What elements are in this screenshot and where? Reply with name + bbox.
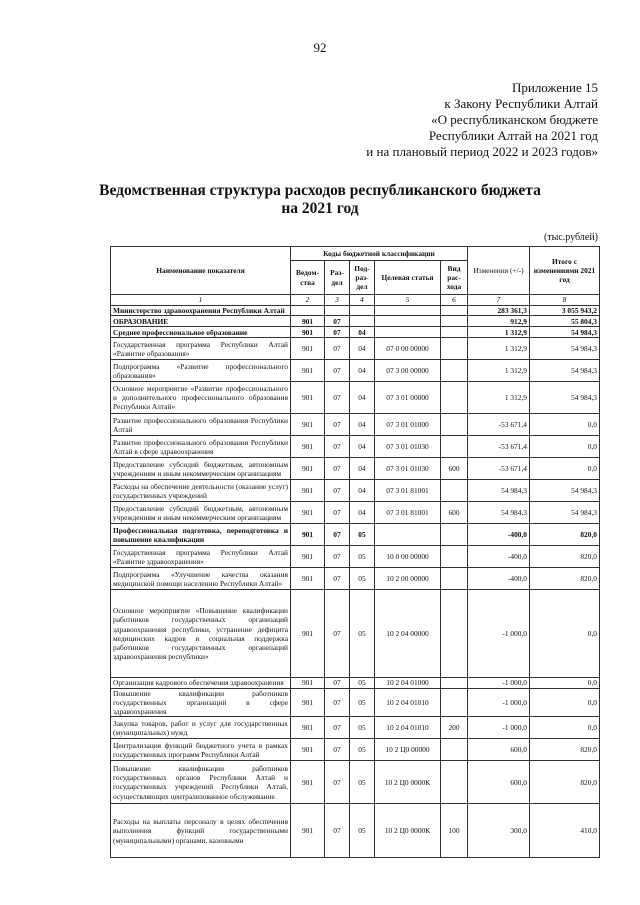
title-line: на 2021 год (281, 200, 359, 217)
podrazdel-code: 04 (350, 338, 375, 360)
change-value: -53 671,4 (468, 414, 530, 436)
change-value: 54 984,3 (468, 480, 530, 502)
razdel-code: 07 (325, 480, 350, 502)
podrazdel-code: 05 (350, 590, 375, 678)
vid-code (441, 546, 468, 568)
change-value: 283 361,3 (468, 306, 530, 316)
row-name: ОБРАЗОВАНИЕ (111, 316, 291, 327)
ved-code: 901 (291, 360, 325, 382)
target-code: 10 2 04 01010 (375, 717, 441, 739)
index-cell: 4 (350, 295, 375, 306)
table-row (111, 761, 600, 804)
target-code: 10 2 04 01010 (375, 688, 441, 717)
table-row (111, 306, 600, 316)
change-value: 600,0 (468, 761, 530, 804)
target-code (375, 327, 441, 338)
target-code: 10 0 00 00000 (375, 546, 441, 568)
podrazdel-code: 05 (350, 678, 375, 688)
target-code: 07 3 01 81001 (375, 502, 441, 524)
target-code: 07 3 00 00000 (375, 360, 441, 382)
appendix-line: Приложение 15 (511, 80, 598, 95)
index-cell: 8 (530, 295, 600, 306)
index-cell: 1 (111, 295, 291, 306)
ved-code: 901 (291, 717, 325, 739)
podrazdel-code (350, 306, 375, 316)
row-name: Повышение квалификации работников государственных организаций в сфере здравоохранения (111, 688, 291, 717)
razdel-code: 07 (325, 360, 350, 382)
ved-code: 901 (291, 678, 325, 688)
unit-label: (тыс.рублей) (543, 232, 598, 243)
change-value: 1 312,9 (468, 360, 530, 382)
change-value: -400,0 (468, 546, 530, 568)
ved-code: 901 (291, 480, 325, 502)
header-change: Изменения (+/-) (468, 247, 530, 295)
change-value: -1 000,0 (468, 678, 530, 688)
target-code: 07 3 01 00000 (375, 382, 441, 414)
razdel-code: 07 (325, 316, 350, 327)
vid-code: 600 (441, 458, 468, 480)
row-name: Подпрограмма «Развитие профессионального образования» (111, 360, 291, 382)
vid-code (441, 382, 468, 414)
razdel-code: 07 (325, 458, 350, 480)
row-name: Предоставление субсидий бюджетным, автономным учреждениям и иным некоммерческим организациям (111, 502, 291, 524)
ved-code: 901 (291, 327, 325, 338)
change-value: -53 671,4 (468, 458, 530, 480)
table-row (111, 717, 600, 739)
vid-code (441, 524, 468, 546)
target-code (375, 316, 441, 327)
razdel-code: 07 (325, 568, 350, 590)
total-value: 820,0 (530, 568, 600, 590)
target-code: 10 2 04 00000 (375, 590, 441, 678)
ved-code: 901 (291, 568, 325, 590)
razdel-code: 07 (325, 382, 350, 414)
row-name: Подпрограмма «Улучшение качества оказания медицинской помощи населению Республики Алтай» (111, 568, 291, 590)
target-code: 10 2 04 01000 (375, 678, 441, 688)
index-row (111, 295, 600, 306)
ved-code: 901 (291, 590, 325, 678)
appendix-line: к Закону Республики Алтай (444, 96, 598, 111)
header-ved: Ведом-ства (291, 261, 325, 295)
ved-code: 901 (291, 414, 325, 436)
row-name: Государственная программа Республики Алтай «Развитие здравоохранения» (111, 546, 291, 568)
target-code: 07 3 01 81001 (375, 480, 441, 502)
change-value: -1 000,0 (468, 717, 530, 739)
table-row (111, 436, 600, 458)
title-line: Ведомственная структура расходов республиканского бюджета (99, 182, 541, 199)
ved-code: 901 (291, 458, 325, 480)
row-name: Основное мероприятие «Повышение квалификации работников государственных организаций здравоохранения республики, устранение дефицита медицинских кадров и социальная поддержка работников государственных организаций здравоохранения республики» (111, 590, 291, 678)
row-name: Среднее профессиональное образование (111, 327, 291, 338)
vid-code: 600 (441, 502, 468, 524)
document-title (0, 182, 640, 218)
vid-code (441, 316, 468, 327)
row-name: Предоставление субсидий бюджетным, автономным учреждениям и иным некоммерческим организациям (111, 458, 291, 480)
razdel-code: 07 (325, 414, 350, 436)
total-value: 0,0 (530, 717, 600, 739)
header-codes: Коды бюджетной классификации (291, 247, 468, 261)
total-value: 3 055 943,2 (530, 306, 600, 316)
podrazdel-code: 04 (350, 382, 375, 414)
podrazdel-code: 04 (350, 458, 375, 480)
table-row (111, 524, 600, 546)
index-cell: 7 (468, 295, 530, 306)
total-value: 54 984,3 (530, 338, 600, 360)
razdel-code: 07 (325, 804, 350, 858)
razdel-code: 07 (325, 717, 350, 739)
total-value: 55 804,3 (530, 316, 600, 327)
razdel-code: 07 (325, 546, 350, 568)
vid-code (441, 414, 468, 436)
row-name: Организация кадрового обеспечения здравоохранения (111, 678, 291, 688)
header-podrazdel: Под-раз-дел (350, 261, 375, 295)
target-code: 07 3 01 01030 (375, 458, 441, 480)
ved-code: 901 (291, 739, 325, 761)
podrazdel-code: 05 (350, 739, 375, 761)
index-cell: 5 (375, 295, 441, 306)
change-value: -53 671,4 (468, 436, 530, 458)
podrazdel-code: 05 (350, 688, 375, 717)
total-value: 54 984,3 (530, 502, 600, 524)
vid-code (441, 761, 468, 804)
appendix-line: и на плановый период 2022 и 2023 годов» (366, 144, 598, 159)
row-name: Основное мероприятие «Развитие профессионального и дополнительного профессионального образования Республики Алтай» (111, 382, 291, 414)
table-row (111, 382, 600, 414)
table-row (111, 327, 600, 338)
row-name: Закупка товаров, работ и услуг для государственных (муниципальных) нужд (111, 717, 291, 739)
total-value: 0,0 (530, 414, 600, 436)
target-code: 07 3 01 01000 (375, 414, 441, 436)
change-value: -400,0 (468, 524, 530, 546)
vid-code (441, 739, 468, 761)
header-name: Наименование показателя (111, 247, 291, 295)
vid-code: 200 (441, 717, 468, 739)
row-name: Развитие профессионального образования Республики Алтай в сфере здравоохранения (111, 436, 291, 458)
index-cell: 2 (291, 295, 325, 306)
row-name: Развитие профессионального образования Республики Алтай (111, 414, 291, 436)
podrazdel-code: 05 (350, 717, 375, 739)
vid-code (441, 678, 468, 688)
podrazdel-code: 05 (350, 804, 375, 858)
row-name: Министерство здравоохранения Республики Алтай (111, 306, 291, 316)
table-row (111, 590, 600, 678)
change-value: 600,0 (468, 739, 530, 761)
vid-code (441, 306, 468, 316)
table-row (111, 678, 600, 688)
podrazdel-code: 04 (350, 480, 375, 502)
change-value: -400,0 (468, 568, 530, 590)
razdel-code: 07 (325, 502, 350, 524)
appendix-line: Республики Алтай на 2021 год (428, 128, 598, 143)
target-code: 07 3 01 01030 (375, 436, 441, 458)
header-total: Итого с изменениями 2021 год (530, 247, 600, 295)
table-row (111, 338, 600, 360)
total-value: 820,0 (530, 761, 600, 804)
total-value: 54 984,3 (530, 360, 600, 382)
header-razdel: Раз-дел (325, 261, 350, 295)
podrazdel-code: 04 (350, 360, 375, 382)
ved-code: 901 (291, 316, 325, 327)
ved-code: 901 (291, 382, 325, 414)
table-row (111, 458, 600, 480)
target-code: 10 2 Ц0 0000К (375, 804, 441, 858)
razdel-code: 07 (325, 739, 350, 761)
target-code: 10 2 Ц0 00000 (375, 739, 441, 761)
index-cell: 3 (325, 295, 350, 306)
change-value: 1 312,9 (468, 338, 530, 360)
target-code (375, 524, 441, 546)
appendix-caption (366, 80, 598, 160)
podrazdel-code: 04 (350, 414, 375, 436)
ved-code: 901 (291, 761, 325, 804)
table-row (111, 568, 600, 590)
ved-code (291, 306, 325, 316)
header-vid: Вид рас-хода (441, 261, 468, 295)
change-value: 54 984,3 (468, 502, 530, 524)
index-cell: 6 (441, 295, 468, 306)
podrazdel-code: 05 (350, 568, 375, 590)
change-value: -1 000,0 (468, 688, 530, 717)
row-name: Централизация функций бюджетного учета в рамках государственных программ Республики Алтай (111, 739, 291, 761)
ved-code: 901 (291, 688, 325, 717)
vid-code (441, 590, 468, 678)
row-name: Профессиональная подготовка, переподготовка и повышение квалификации (111, 524, 291, 546)
total-value: 0,0 (530, 590, 600, 678)
total-value: 820,0 (530, 546, 600, 568)
total-value: 0,0 (530, 678, 600, 688)
vid-code (441, 338, 468, 360)
total-value: 0,0 (530, 688, 600, 717)
razdel-code (325, 306, 350, 316)
total-value: 820,0 (530, 524, 600, 546)
total-value: 0,0 (530, 436, 600, 458)
vid-code (441, 568, 468, 590)
total-value: 0,0 (530, 458, 600, 480)
total-value: 54 984,3 (530, 480, 600, 502)
total-value: 410,0 (530, 804, 600, 858)
razdel-code: 07 (325, 338, 350, 360)
vid-code (441, 480, 468, 502)
table-row (111, 316, 600, 327)
row-name: Повышение квалификации работников государственных органов Республики Алтай и государственных учреждений Республики Алтай, осуществляющих централизованное обслуживание (111, 761, 291, 804)
table-row (111, 480, 600, 502)
podrazdel-code: 05 (350, 524, 375, 546)
razdel-code: 07 (325, 678, 350, 688)
vid-code (441, 688, 468, 717)
razdel-code: 07 (325, 688, 350, 717)
table-row (111, 546, 600, 568)
total-value: 54 984,3 (530, 382, 600, 414)
podrazdel-code: 05 (350, 546, 375, 568)
target-code (375, 306, 441, 316)
razdel-code: 07 (325, 524, 350, 546)
total-value: 820,0 (530, 739, 600, 761)
vid-code (441, 360, 468, 382)
razdel-code: 07 (325, 761, 350, 804)
razdel-code: 07 (325, 436, 350, 458)
target-code: 07 0 00 00000 (375, 338, 441, 360)
row-name: Расходы на обеспечение деятельности (оказание услуг) государственных учреждений (111, 480, 291, 502)
target-code: 10 2 Ц0 0000К (375, 761, 441, 804)
razdel-code: 07 (325, 590, 350, 678)
change-value: 300,0 (468, 804, 530, 858)
table-row (111, 502, 600, 524)
podrazdel-code: 04 (350, 502, 375, 524)
ved-code: 901 (291, 524, 325, 546)
podrazdel-code: 05 (350, 761, 375, 804)
header-target: Целевая статья (375, 261, 441, 295)
change-value: -1 000,0 (468, 590, 530, 678)
change-value: 1 312,9 (468, 382, 530, 414)
table-row (111, 688, 600, 717)
vid-code (441, 436, 468, 458)
ved-code: 901 (291, 338, 325, 360)
table-row (111, 414, 600, 436)
budget-table (110, 246, 600, 858)
ved-code: 901 (291, 546, 325, 568)
row-name: Государственная программа Республики Алтай «Развитие образования» (111, 338, 291, 360)
table-row (111, 739, 600, 761)
ved-code: 901 (291, 804, 325, 858)
table-row (111, 804, 600, 858)
ved-code: 901 (291, 502, 325, 524)
podrazdel-code (350, 316, 375, 327)
table-row (111, 360, 600, 382)
podrazdel-code: 04 (350, 436, 375, 458)
podrazdel-code: 04 (350, 327, 375, 338)
target-code: 10 2 00 00000 (375, 568, 441, 590)
page-number: 92 (313, 40, 327, 55)
change-value: 912,9 (468, 316, 530, 327)
razdel-code: 07 (325, 327, 350, 338)
row-name: Расходы на выплаты персоналу в целях обеспечения выполнения функций государственными (муниципальными) органами, казенными (111, 804, 291, 858)
vid-code: 100 (441, 804, 468, 858)
vid-code (441, 327, 468, 338)
appendix-line: «О республиканском бюджете (431, 112, 598, 127)
ved-code: 901 (291, 436, 325, 458)
change-value: 1 312,9 (468, 327, 530, 338)
total-value: 54 984,3 (530, 327, 600, 338)
